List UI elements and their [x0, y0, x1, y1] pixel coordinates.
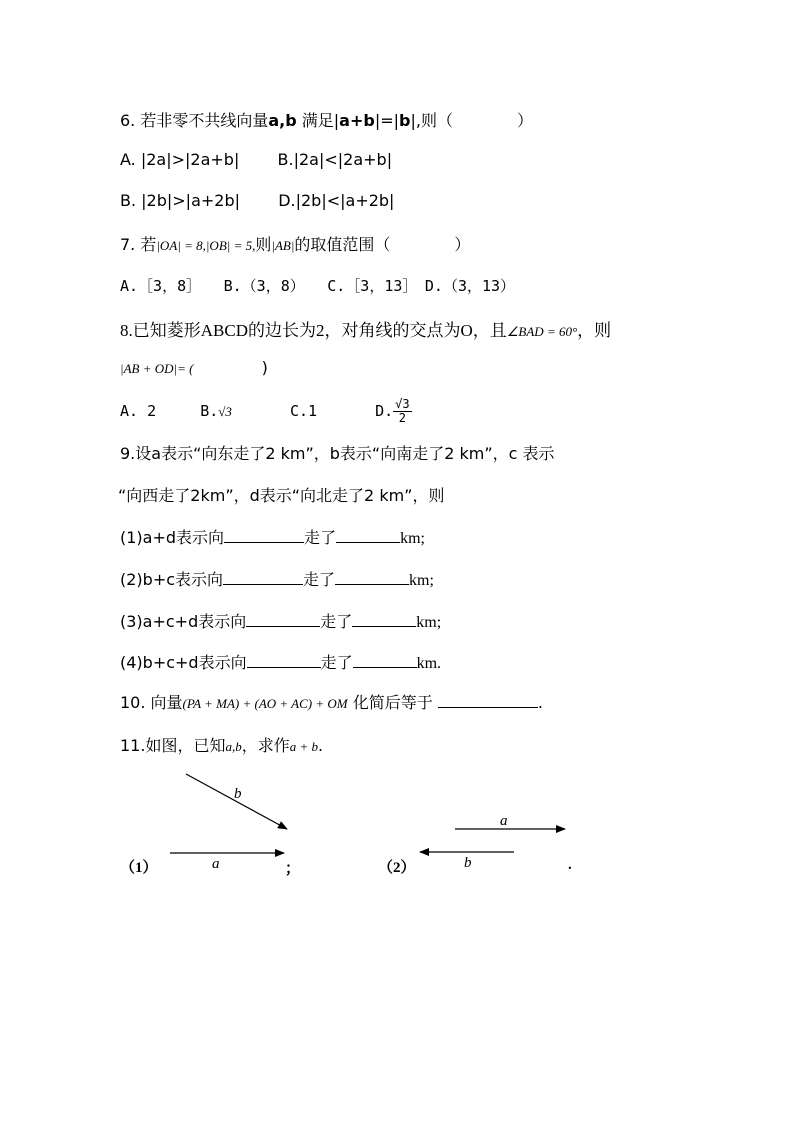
q9-sub1-prefix: (1)a+d表示向 [120, 528, 225, 547]
q9-sub2-km: km; [409, 572, 434, 589]
fig2-label-a: a [500, 813, 508, 829]
q10-prefix: 10. 向量 [120, 693, 183, 712]
q9-sub3-walked: 走了 [320, 612, 353, 631]
q8-frac-num: √3 [395, 397, 410, 411]
q9-sub4-prefix: (4)b+c+d表示向 [120, 653, 247, 672]
fig1-semicolon: ； [285, 861, 301, 877]
q8-option-b: B. [200, 402, 219, 420]
q6-cond: 满足| [296, 111, 340, 130]
q11-target: a + b [289, 739, 318, 754]
fig2-label-b: b [464, 855, 472, 871]
q9-sub4-walked: 走了 [320, 653, 353, 672]
q10-suffix: 化简后等于 [347, 693, 438, 712]
q7-then: 则 [255, 235, 272, 254]
q9-sub1-km: km; [400, 530, 425, 547]
q8-expr: |AB + OD|= ( [120, 361, 194, 376]
q6-ab: a,b [268, 111, 297, 130]
q6-ab2: a+b [339, 111, 375, 130]
q9-sub2-prefix: (2)b+c表示向 [120, 570, 224, 589]
q11-end: . [318, 736, 324, 755]
q6-mid: |=| [374, 111, 400, 130]
fig2-number: （2） [378, 860, 416, 876]
q9-line2: “向西走了2km”，d表示“向北走了2 km”，则 [118, 486, 445, 505]
fig1-number: （1） [120, 860, 158, 876]
q7-options: A.［3，8］ B.（3，8） C.［3，13］ D.（3，13） [120, 277, 516, 295]
q9-line1: 9.设a表示“向东走了2 km”，b表示“向南走了2 km”，c 表示 [120, 444, 555, 463]
q6-b: b [399, 111, 411, 130]
q6-option-c: B. |2b|>|a+2b| [120, 191, 240, 210]
q6-option-a: A. |2a|>|2a+b| [120, 150, 240, 169]
q7-suffix: 的取值范围（ ） [294, 235, 471, 254]
q9-sub3-prefix: (3)a+c+d表示向 [120, 612, 247, 631]
q10-end: . [537, 693, 543, 712]
q8-sqrt3: √3 [218, 404, 232, 419]
q9-sub4-km: km. [416, 655, 442, 672]
q9-sub2-walked: 走了 [303, 570, 336, 589]
fig2-period: . [568, 857, 572, 873]
q7-prefix: 7. 若 [120, 235, 157, 254]
q8-option-d: D. [375, 402, 394, 420]
q6-option-b: B.|2a|<|2a+b| [277, 150, 393, 169]
q9-sub1-walked: 走了 [304, 528, 337, 547]
q8-angle: ∠BAD = 60° [506, 324, 578, 339]
fig1-label-a: a [212, 856, 220, 872]
q8-then: ，则 [577, 321, 612, 340]
q6-tail: |,则（ ） [410, 111, 533, 130]
q8-frac-den: 2 [398, 411, 407, 425]
q7-cond-oa: |OA| = 8, [156, 238, 206, 253]
q8-option-a: A. 2 [120, 402, 157, 420]
q6-stem-text: 6. 若非零不共线向量 [120, 111, 269, 130]
q10-expr: (PA + MA) + (AO + AC) + OM [182, 696, 348, 711]
fig1-label-b: b [234, 786, 242, 802]
q6-option-d: D.|2b|<|a+2b| [278, 191, 395, 210]
q8-option-c: C.1 [289, 402, 318, 420]
q7-cond-ob: |OB| = 5, [205, 238, 256, 253]
q11-given: a,b [225, 739, 242, 754]
q11-stem: 11.如图，已知 [120, 736, 226, 755]
q7-ab-norm: |AB| [271, 238, 295, 253]
q8-paren-close: ) [261, 358, 268, 377]
q8-stem-text: 8.已知菱形ABCD的边长为2，对角线的交点为O，且 [120, 321, 507, 340]
q9-sub3-km: km; [416, 614, 442, 631]
q11-mid: ，求作 [241, 736, 290, 755]
